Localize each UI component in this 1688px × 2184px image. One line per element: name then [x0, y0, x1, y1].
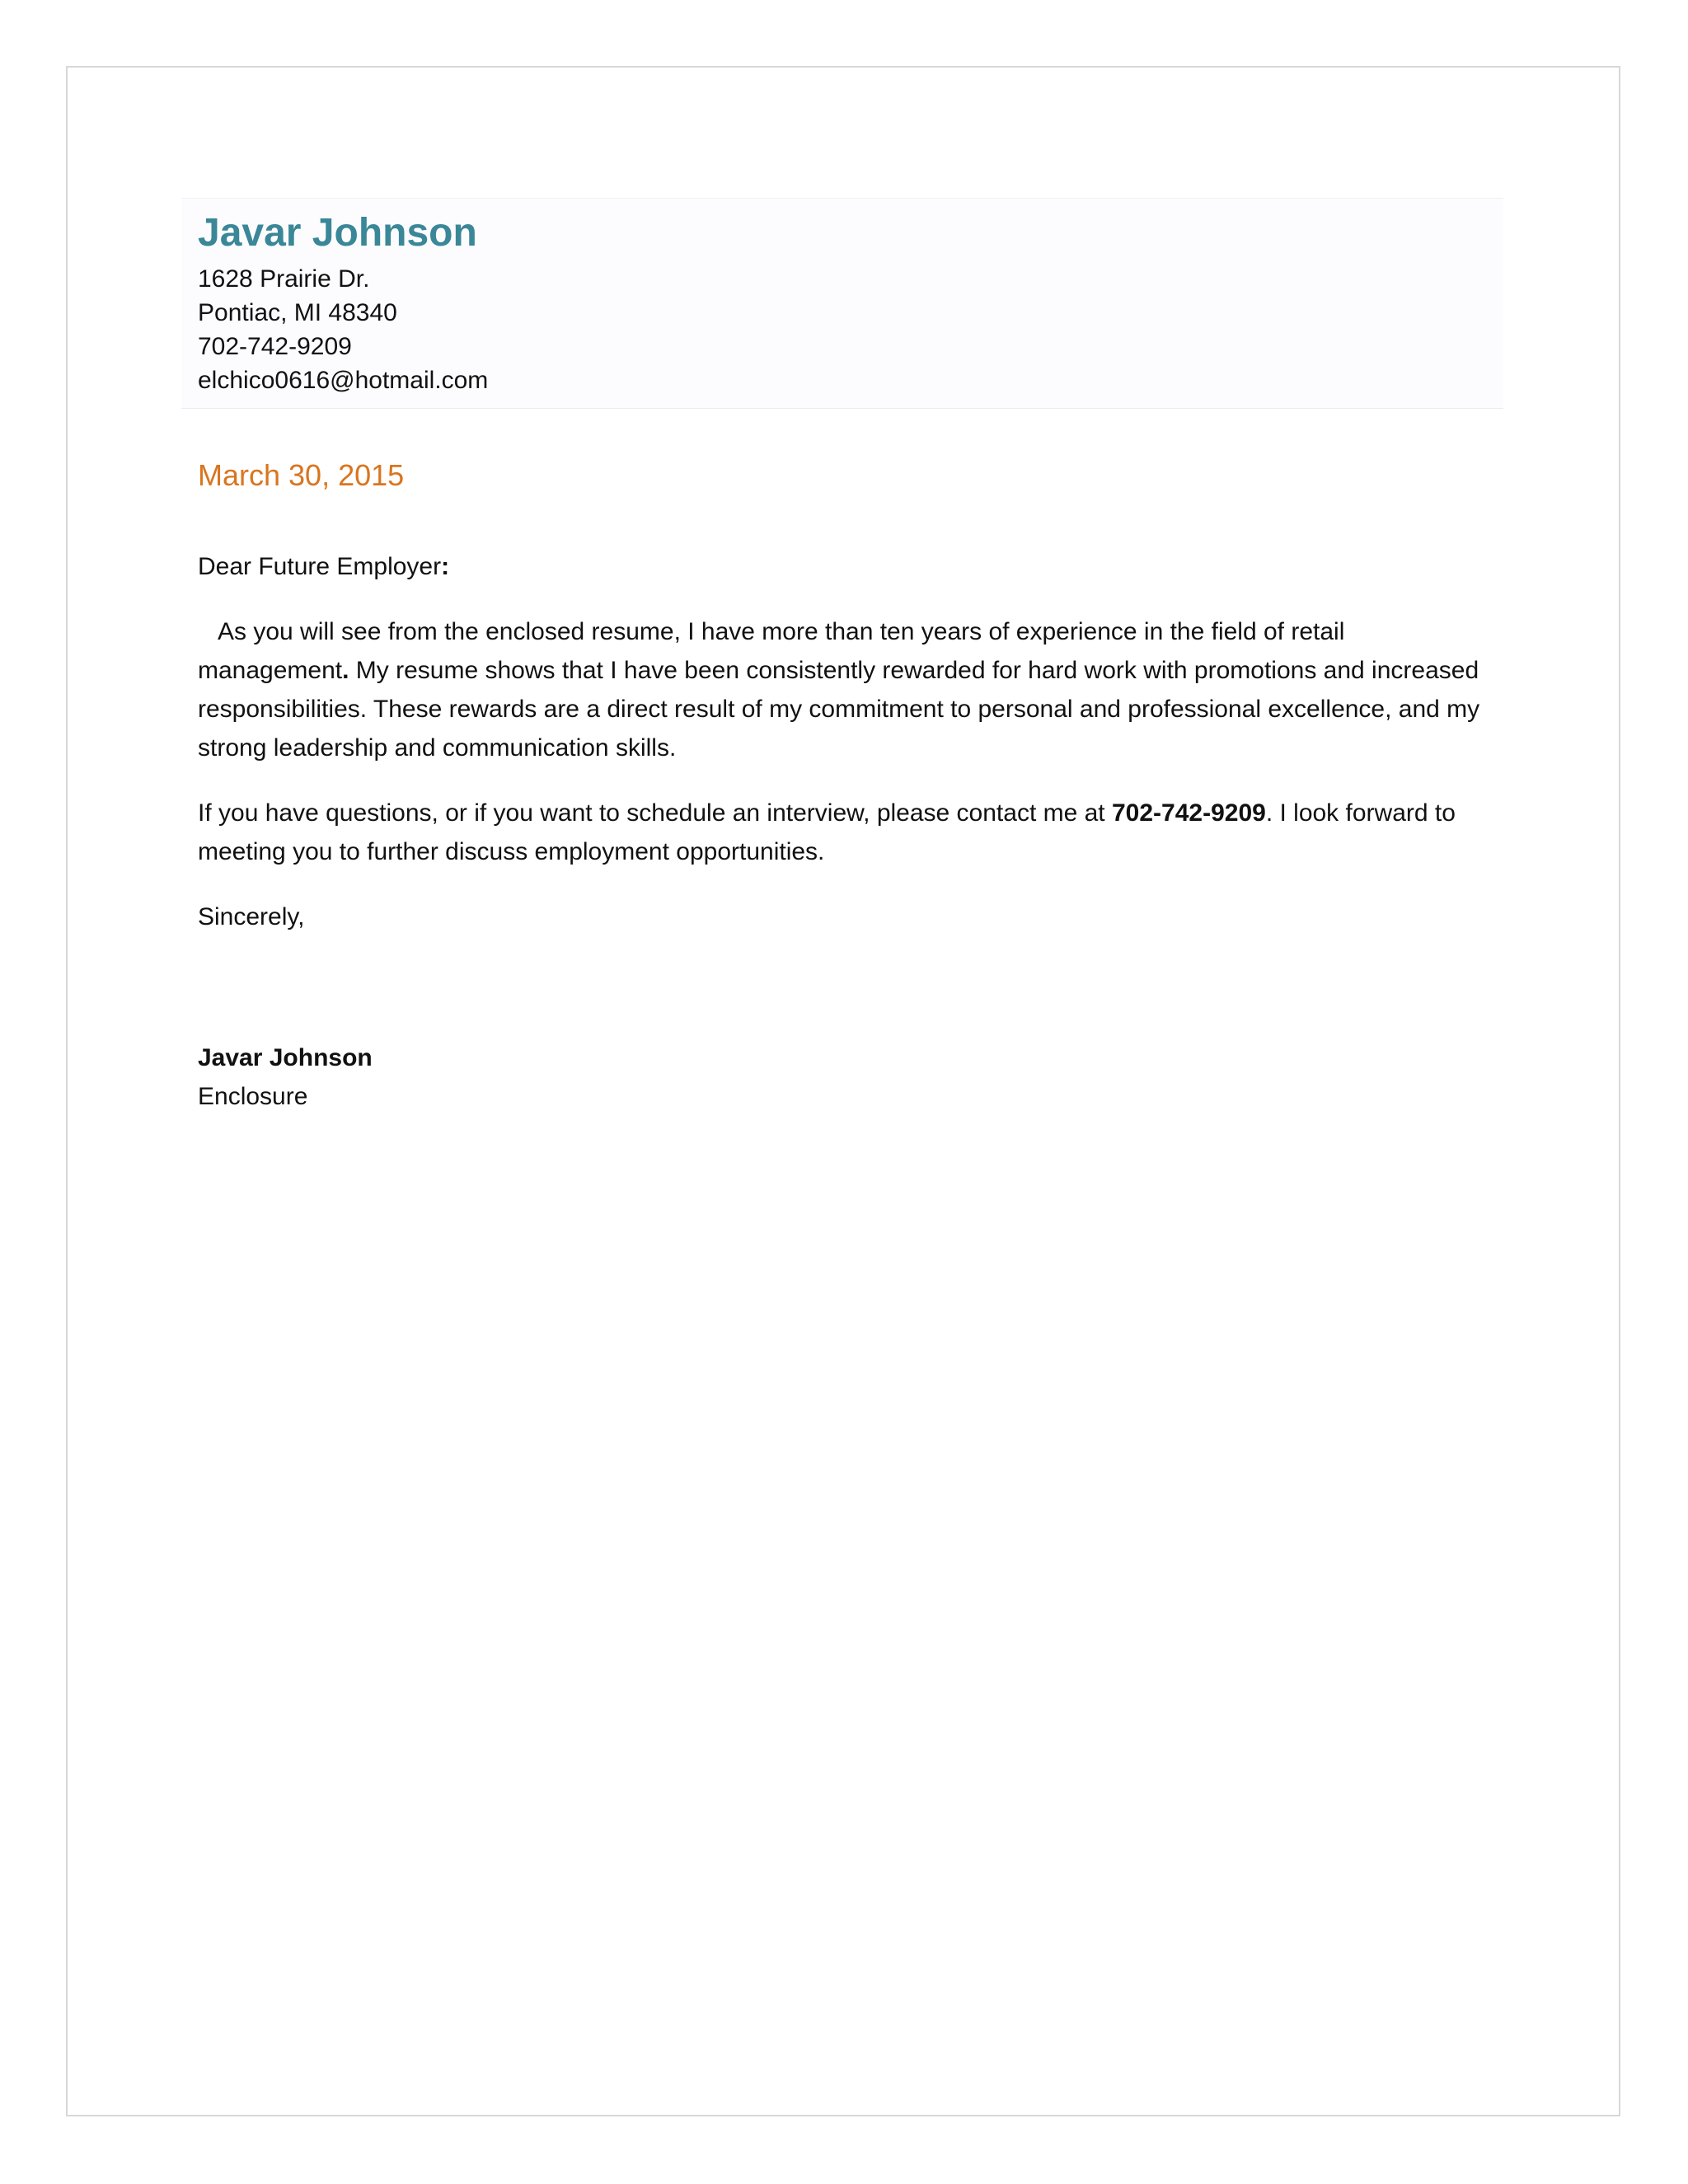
- p2-part2: . I look forward to meeting you to further discuss employment opportunities.: [198, 799, 1456, 865]
- signature-block: [198, 1038, 373, 1116]
- sender-address: [198, 262, 488, 397]
- salutation: [198, 547, 1500, 586]
- sender-name: Javar Johnson: [198, 211, 477, 255]
- letter-body: [198, 547, 1500, 936]
- p2-phone: 702-742-9209: [1111, 799, 1266, 827]
- body-paragraph-1: [198, 612, 1500, 767]
- body-paragraph-2: [198, 794, 1500, 871]
- salutation-text: Dear Future Employer: [198, 553, 442, 580]
- closing: Sincerely,: [198, 903, 305, 930]
- letter-date: March 30, 2015: [198, 458, 405, 492]
- p1-bold-period: .: [342, 657, 349, 684]
- sender-phone: 702-742-9209: [198, 333, 352, 360]
- p1-part2: My resume shows that I have been consistently rewarded for hard work with promotions and increased responsibilities. These rewards are a direct result of my commitment to personal and professional excellence, and my strong leadership and communication skills.: [198, 657, 1480, 762]
- sender-city-state-zip: Pontiac, MI 48340: [198, 299, 397, 326]
- sender-email: elchico0616@hotmail.com: [198, 367, 489, 394]
- p2-part1: If you have questions, or if you want to schedule an interview, please contact me at: [198, 799, 1112, 827]
- signature-name: Javar Johnson: [198, 1044, 373, 1071]
- enclosure-note: Enclosure: [198, 1083, 308, 1110]
- salutation-punct: :: [441, 553, 450, 580]
- sender-street: 1628 Prairie Dr.: [198, 265, 370, 293]
- p1-part1: As you will see from the enclosed resume, I have more than ten years of experience in the field of retail management: [198, 618, 1345, 684]
